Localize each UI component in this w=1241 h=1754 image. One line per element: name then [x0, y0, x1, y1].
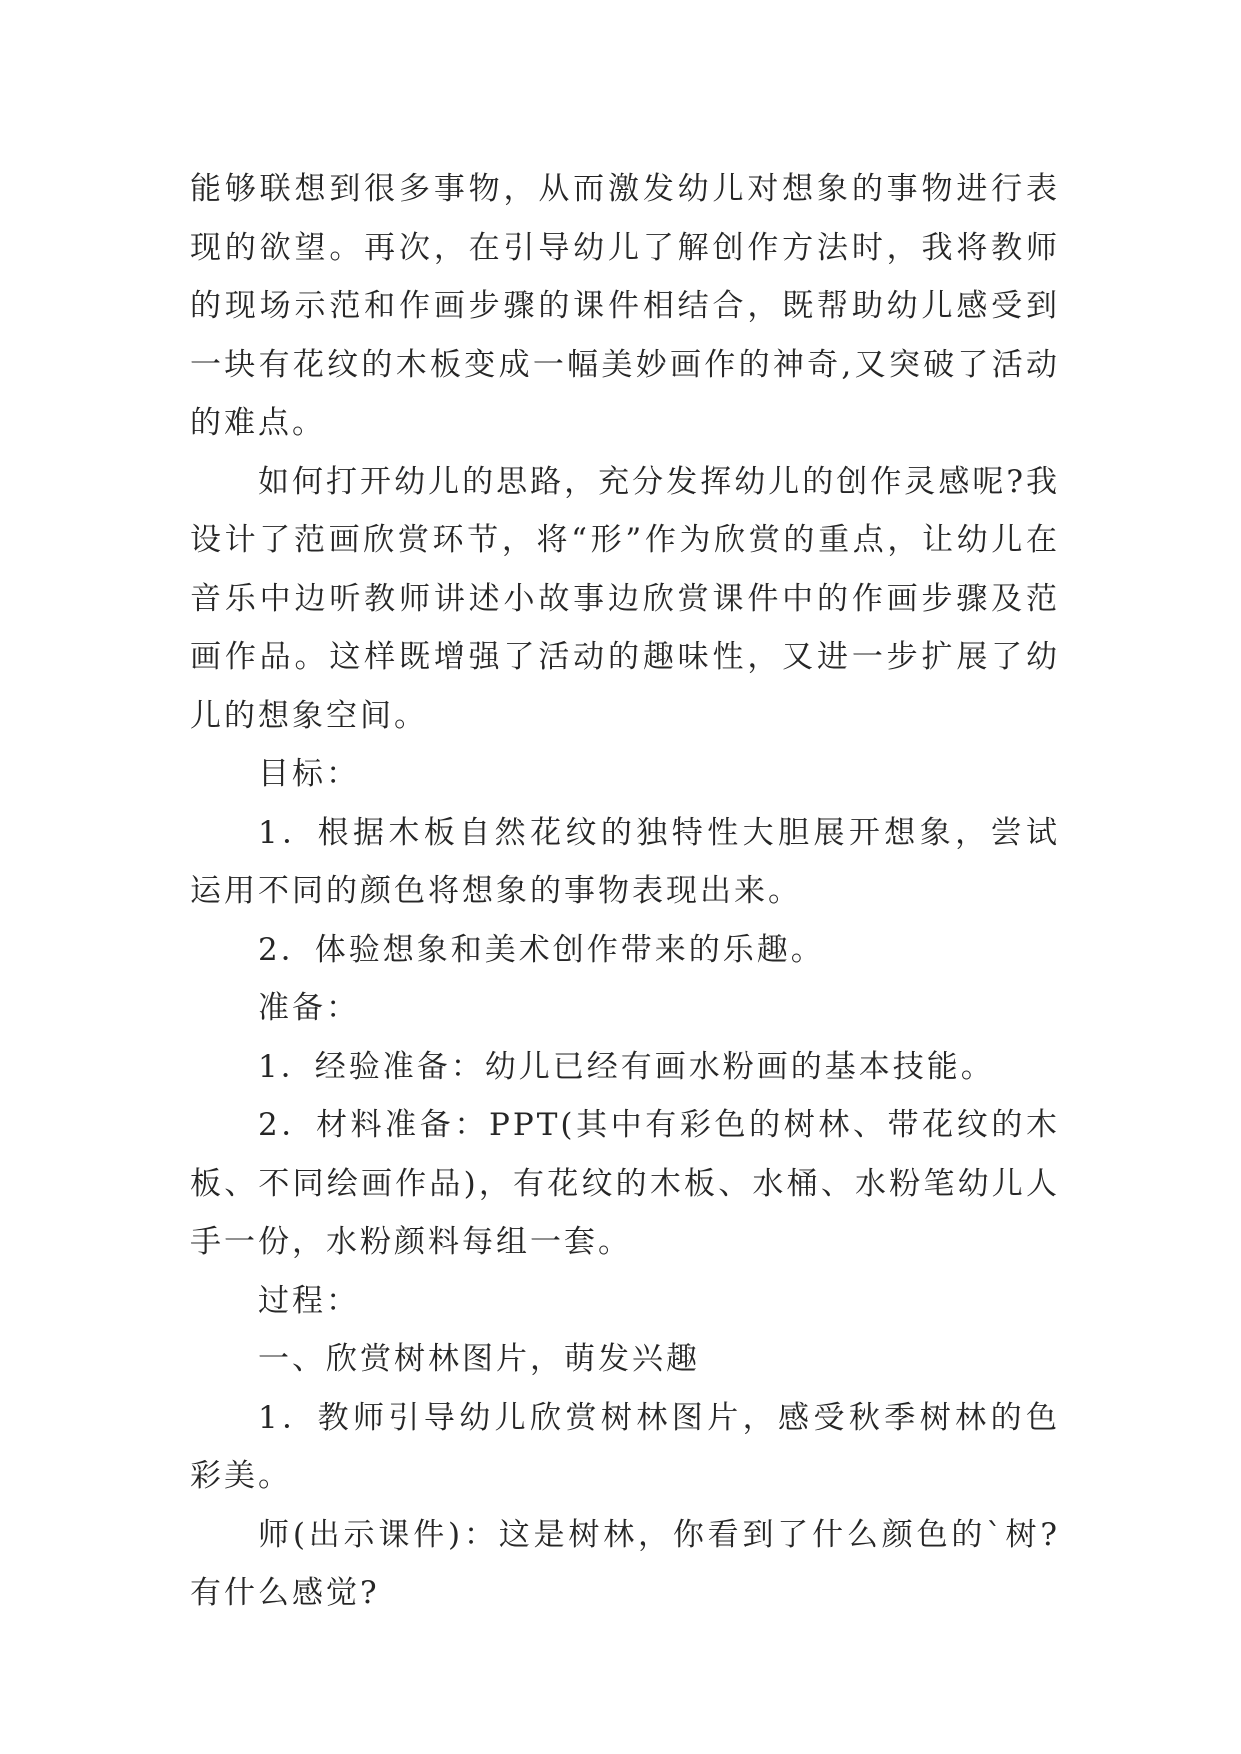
heading-goals: 目标： — [258, 756, 360, 792]
goal-item-2: 2．体验想象和美术创作带来的乐趣。 — [258, 931, 825, 968]
process-step-1-item-1: 1．教师引导幼儿欣赏树林图片，感受秋季树林的色彩美。 — [190, 1399, 1060, 1494]
teacher-dialogue: 师(出示课件)：这是树林，你看到了什么颜色的`树?有什么感觉? — [190, 1516, 1060, 1611]
heading-process: 过程： — [258, 1282, 360, 1319]
paragraph-design-intro: 如何打开幼儿的思路，充分发挥幼儿的创作灵感呢?我设计了范画欣赏环节，将“形”作为欣赏的重点，让幼儿在音乐中边听教师讲述小故事边欣赏课件中的作画步骤及范画作品。这样既增强了活动的趣味性，又进一步扩展了幼儿的想象空间。 — [190, 463, 1060, 734]
preparation-item-1: 1．经验准备：幼儿已经有画水粉画的基本技能。 — [258, 1048, 995, 1085]
preparation-item-2: 2．材料准备：PPT(其中有彩色的树林、带花纹的木板、不同绘画作品)，有花纹的木板、水桶、水粉笔幼儿人手一份，水粉颜料每组一套。 — [190, 1107, 1060, 1260]
document-body — [190, 160, 1060, 1623]
heading-preparation: 准备： — [258, 990, 360, 1026]
paragraph-continuation: 能够联想到很多事物，从而激发幼儿对想象的事物进行表现的欲望。再次，在引导幼儿了解创作方法时，我将教师的现场示范和作画步骤的课件相结合，既帮助幼儿感受到一块有花纹的木板变成一幅美妙画作的神奇,又突破了活动的难点。 — [190, 171, 1060, 441]
goal-item-1: 1．根据木板自然花纹的独特性大胆展开想象，尝试运用不同的颜色将想象的事物表现出来。 — [190, 814, 1060, 909]
process-step-1-heading: 一、欣赏树林图片，萌发兴趣 — [258, 1341, 700, 1377]
